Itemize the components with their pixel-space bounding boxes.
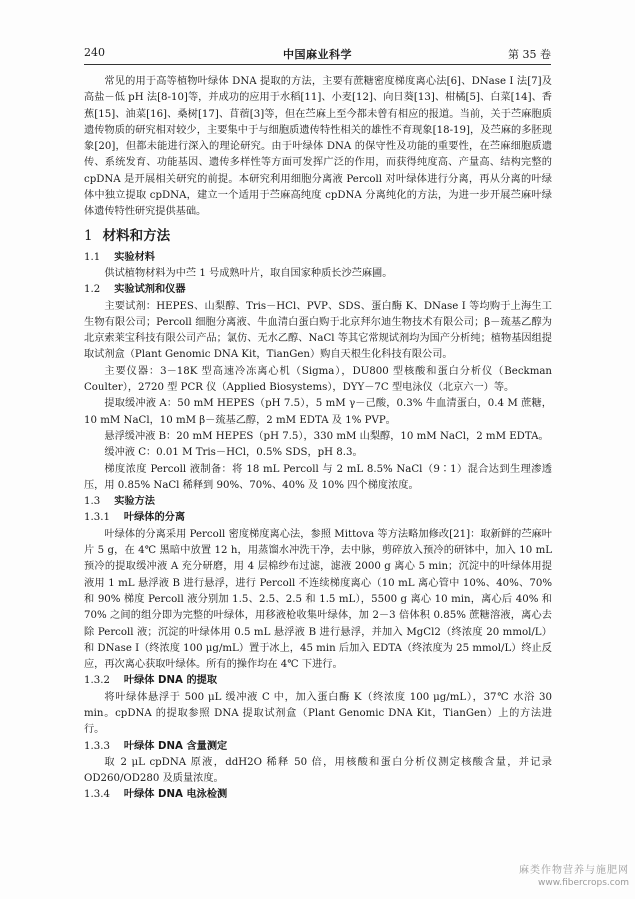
intro-paragraph: 常见的用于高等植物叶绿体 DNA 提取的方法，主要有蔗糖密度梯度离心法[6]、DNase I 法[7]及高盐－低 pH 法[8-10]等，并成功的应用于水稻[11]、小麦[12]、向日葵[13]、柑橘[5]、白菜[14]、香蕉[15]、油菜[16]、桑树[17]、苜蓿[3]等，但在苎麻上至今都未曾有相应的报道。当前，关于苎麻胞质遗传物质的研究相对较少，主要集中于与细胞质遗传特性相关的雄性不育现象[18-19]，及苎麻的多胚现象[20]，但都未能进行深入的理论研究。由于叶绿体 DNA 的保守性及功能的重要性，在苎麻细胞质遗传、系统发育、功能基因、遗传多样性等方面可发挥广泛的作用，而获得纯度高、产量高、结构完整的 cpDNA 是开展相关研究的前提。本研究利用细胞分离液 Percoll 对叶绿体进行分离，再从分离的叶绿体中独立提取 cpDNA，建立一个适用于苎麻高纯度 cpDNA 分离纯化的方法，为进一步开展苎麻叶绿体遗传特性研究提供基础。	[84, 76, 552, 218]
subsection-title: 实验试剂和仪器	[114, 284, 186, 296]
page-number: 240	[84, 46, 105, 59]
buffer-b-paragraph: 悬浮缓冲液 B：20 mM HEPES（pH 7.5），330 mM 山梨醇，10 mM NaCl，2 mM EDTA。	[104, 430, 549, 442]
subsubsection-number: 1.3.2	[84, 675, 110, 687]
subsubsection-heading-1-3-3	[84, 739, 552, 755]
percoll-paragraph: 梯度浓度 Percoll 液制备：将 18 mL Percoll 与 2 mL 8.5% NaCl（9∶1）混合达到生理渗透压，用 0.85% NaCl 稀释到 90%、70%、40% 及 10% 四个梯度浓度。	[84, 463, 552, 491]
subsection-number: 1.1	[84, 251, 101, 263]
reagents-paragraph: 主要试剂：HEPES、山梨醇、Tris－HCl、PVP、SDS、蛋白酶 K、DNase I 等均购于上海生工生物有限公司；Percoll 细胞分离液、牛血清白蛋白购于北京拜尔迪生物技术有限公司；β－巯基乙醇为北京索莱宝科技有限公司产品；氯仿、无水乙醇、NaCl 等其它常规试剂均为国产分析纯；植物基因组提取试剂盒（Plant Genomic DNA Kit，TianGen）购自天根生化科技有限公司。	[84, 300, 552, 361]
subsubsection-heading-1-3-2	[84, 673, 552, 689]
subsubsection-title: 叶绿体 DNA 含量测定	[123, 740, 228, 752]
site-watermark	[489, 865, 629, 889]
instruments-paragraph: 主要仪器：3－18K 型高速冷冻离心机（Sigma），DU800 型核酸和蛋白分析仪（Beckman Coulter），2720 型 PCR 仪（Applied Biosystems），DYY－7C 型电泳仪（北京六一）等。	[84, 365, 552, 394]
section-title: 材料和方法	[102, 227, 171, 244]
dna-quantification-paragraph: 取 2 μL cpDNA 原液，ddH2O 稀释 50 倍，用核酸和蛋白分析仪测定核酸含量，并记录 OD260/OD280 及质量浓度。	[84, 756, 552, 785]
subsubsection-number: 1.3.4	[84, 789, 110, 801]
subsubsection-number: 1.3.1	[84, 512, 110, 524]
subsection-heading-1-1	[84, 250, 552, 266]
subsubsection-title: 叶绿体 DNA 的提取	[123, 675, 218, 687]
subsubsection-number: 1.3.3	[84, 740, 110, 752]
watermark-url: www.fibercrops.com	[538, 878, 629, 888]
dna-extraction-paragraph: 将叶绿体悬浮于 500 μL 缓冲液 C 中，加入蛋白酶 K（终浓度 100 μg/mL），37℃ 水浴 30 min。cpDNA 的提取参照 DNA 提取试剂盒（Plant Genomic DNA Kit，TianGen）上的方法进行。	[84, 691, 552, 736]
article-body	[84, 74, 552, 804]
subsection-number: 1.3	[84, 496, 101, 508]
section-heading-1	[84, 226, 552, 246]
buffer-a-paragraph: 提取缓冲液 A：50 mM HEPES（pH 7.5），5 mM γ－己酸，0.3% 牛血清蛋白，0.4 M 蔗糖，10 mM NaCl，10 mM β－巯基乙醇，2 mM EDTA 及 1% PVP。	[84, 398, 552, 426]
header-rule	[84, 64, 551, 65]
subsubsection-heading-1-3-1	[84, 510, 552, 526]
subsubsection-heading-1-3-4	[84, 787, 552, 803]
chloroplast-isolation-paragraph: 叶绿体的分离采用 Percoll 密度梯度离心法，参照 Mittova 等方法略加修改[21]：取新鲜的苎麻叶片 5 g，在 4℃ 黑暗中放置 12 h，用蒸馏水冲洗干净，去中脉，剪碎放入预冷的研钵中，加入 10 mL 预冷的提取缓冲液 A 充分研磨，用 4 层棉纱布过滤，滤液 2000 g 离心 5 min；沉淀中的叶绿体用提液用 1 mL 悬浮液 B 进行悬浮，进行 Percoll 不连续梯度离心（10 mL 离心管中 10%、40%、70% 和 90% 梯度 Percoll 液分别加 1.5、2.5、2.5 和 1.5 mL），5500 g 离心 10 min，离心后 40% 和 70% 之间的组分即为完整的叶绿体，用移液枪收集叶绿体，加 2－3 倍体积 0.85% 蔗糖溶液，离心去除 Percoll 液；沉淀的叶绿体用 0.5 mL 悬浮液 B 进行悬浮，并加入 MgCl2（终浓度 20 mmol/L）和 DNase I（终浓度 100 μg/mL）置于冰上，45 min 后加入 EDTA（终浓度为 25 mmol/L）终止反应，再次离心获取叶绿体。所有的操作均在 4℃ 下进行。	[84, 528, 552, 671]
subsection-number: 1.2	[84, 284, 101, 296]
subsection-heading-1-2	[84, 282, 552, 298]
subsection-title: 实验方法	[114, 496, 155, 508]
running-header	[84, 46, 551, 64]
subsection-heading-1-3	[84, 494, 552, 510]
journal-name: 中国麻业科学	[283, 48, 352, 61]
watermark-title: 麻类作物营养与施肥网	[519, 865, 629, 876]
buffer-c-paragraph: 缓冲液 C：0.01 M Tris－HCl，0.5% SDS，pH 8.3。	[104, 447, 363, 459]
materials-paragraph: 供试植物材料为中苎 1 号成熟叶片，取自国家种质长沙苎麻圃。	[104, 267, 393, 279]
volume-label: 第 35 卷	[508, 48, 551, 61]
subsubsection-title: 叶绿体的分离	[123, 512, 186, 524]
subsubsection-title: 叶绿体 DNA 电泳检测	[123, 789, 228, 801]
section-number: 1	[84, 227, 93, 244]
subsection-title: 实验材料	[114, 251, 155, 263]
